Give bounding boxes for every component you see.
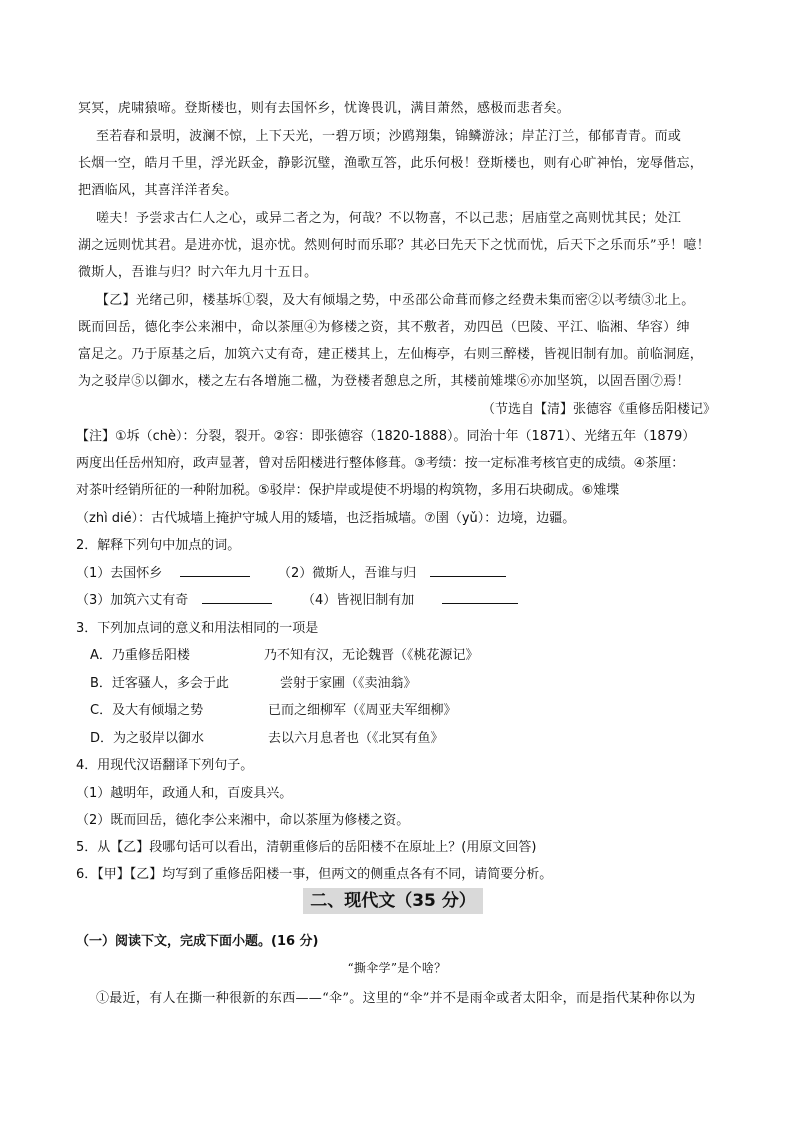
question-3-prompt: 3．下列加点词的意义和用法相同的一项是 bbox=[76, 621, 319, 636]
answer-blank[interactable] bbox=[180, 564, 250, 577]
passage-jia-line-5: 嗟夫！予尝求古仁人之心，或异二者之为，何哉？不以物喜，不以己悲；居庙堂之高则忧其民；处江 bbox=[96, 211, 682, 226]
option-d-reference: 去以六月息者也（《北冥有鱼》 bbox=[268, 731, 444, 746]
answer-blank[interactable] bbox=[430, 564, 506, 577]
question-5-prompt: 5．从【乙】段哪句话可以看出，清朝重修后的岳阳楼不在原址上？(用原文回答) bbox=[76, 840, 537, 855]
question-4-item-1: （1）越明年，政通人和，百废具兴。 bbox=[76, 786, 293, 801]
question-2-item-1-text: （1）去国怀乡 bbox=[76, 566, 163, 581]
answer-blank[interactable] bbox=[442, 591, 518, 604]
option-b-reference: 尝射于家圃（《卖油翁》 bbox=[280, 676, 417, 691]
passage-jia-line-3: 长烟一空，皓月千里，浮光跃金，静影沉璧，渔歌互答，此乐何极！登斯楼也，则有心旷神怡，宠辱偕忘， bbox=[78, 156, 704, 171]
question-2-item-3 bbox=[76, 589, 272, 608]
answer-blank[interactable] bbox=[202, 591, 272, 604]
question-6-prompt: 6．【甲】【乙】均写到了重修岳阳楼一事，但两文的侧重点各有不同，请简要分析。 bbox=[76, 867, 553, 882]
question-2-item-3-text: （3）加筑六丈有奇 bbox=[76, 593, 189, 608]
section-2-title: 二、现代文（35 分） bbox=[303, 888, 483, 914]
question-2-item-4 bbox=[302, 589, 518, 608]
passage-yi-source: （节选自【清】张德容《重修岳阳楼记》 bbox=[481, 402, 716, 417]
passage-jia-line-6: 湖之远则忧其君。是进亦忧，退亦忧。然则何时而乐耶？其必曰先天下之忧而忧，后天下之乐而乐”乎！噫！ bbox=[78, 238, 711, 253]
section-2-subheading: （一）阅读下文，完成下面小题。(16 分) bbox=[76, 934, 319, 949]
passage-jia-line-2: 至若春和景明，波澜不惊，上下天光，一碧万顷；沙鸥翔集，锦鳞游泳；岸芷汀兰，郁郁青青。而或 bbox=[96, 129, 682, 144]
option-d[interactable]: D．为之驳岸以御水 bbox=[90, 731, 205, 746]
notes-line-3: 对茶叶经销所征的一种附加税。⑤驳岸：保护岸或堤使不坍塌的构筑物，多用石块砌成。⑥雉堞 bbox=[76, 483, 620, 498]
passage-yi-line-2: 既而回岳，德化李公来湘中，命以茶厘④为修楼之资，其不敷者，劝四邑（巴陵、平江、临湘、华容）绅 bbox=[78, 320, 690, 335]
option-c-reference: 已而之细柳军（《周亚夫军细柳》 bbox=[268, 703, 457, 718]
passage-yi-line-4: 为之驳岸⑤以御水，楼之左右各增施二楹，为登楼者憩息之所，其楼前雉堞⑥亦加坚筑，以固吾圉⑦焉！ bbox=[78, 374, 690, 389]
question-4-item-2: （2）既而回岳，德化李公来湘中，命以茶厘为修楼之资。 bbox=[76, 813, 410, 828]
question-2-prompt: 2．解释下列句中加点的词。 bbox=[76, 538, 241, 553]
passage-jia-line-1: 冥冥，虎啸猿啼。登斯楼也，则有去国怀乡，忧谗畏讥，满目萧然，感极而悲者矣。 bbox=[78, 101, 571, 116]
article-paragraph-1-line-1: ①最近，有人在撕一种很新的东西——“伞”。这里的“伞”并不是雨伞或者太阳伞，而是指代某种你以为 bbox=[96, 991, 696, 1006]
option-a-reference: 乃不知有汉，无论魏晋（《桃花源记》 bbox=[264, 648, 479, 663]
option-b[interactable]: B．迁客骚人，多会于此 bbox=[90, 676, 229, 691]
notes-line-1: 【注】①坼（chè）：分裂，裂开。②容：即张德容（1820-1888）。同治十年（1871）、光绪五年（1879） bbox=[76, 429, 696, 444]
question-2-item-2 bbox=[278, 562, 506, 581]
passage-jia-line-4: 把酒临风，其喜洋洋者矣。 bbox=[78, 183, 238, 198]
notes-line-4: （zhì dié）：古代城墙上掩护守城人用的矮墙，也泛指城墙。⑦圉（yǔ）：边境，边疆。 bbox=[76, 511, 576, 526]
passage-jia-line-7: 微斯人，吾谁与归？时六年九月十五日。 bbox=[78, 265, 318, 280]
option-c[interactable]: C．及大有倾塌之势 bbox=[90, 703, 204, 718]
passage-yi-line-1: 【乙】光绪己卯，楼基坼①裂，及大有倾塌之势，中丞邵公命葺而修之经费未集而密②以考绩③北上。 bbox=[96, 293, 695, 308]
question-2-item-2-text: （2）微斯人，吾谁与归 bbox=[278, 566, 417, 581]
question-4-prompt: 4．用现代汉语翻译下列句子。 bbox=[76, 758, 254, 773]
article-title: “撕伞学”是个啥？ bbox=[347, 961, 447, 975]
option-a[interactable]: A．乃重修岳阳楼 bbox=[90, 648, 190, 663]
passage-yi-line-3: 富足之。乃于原基之后，加筑六丈有奇，建正楼其上，左仙梅亭，右则三醉楼，皆视旧制有加。前临洞庭， bbox=[78, 347, 704, 362]
question-2-item-4-text: （4）皆视旧制有加 bbox=[302, 593, 415, 608]
question-2-item-1 bbox=[76, 562, 250, 581]
notes-line-2: 两度出任岳州知府，政声显著，曾对岳阳楼进行整体修葺。③考绩：按一定标准考核官吏的成绩。④茶厘： bbox=[76, 456, 685, 471]
